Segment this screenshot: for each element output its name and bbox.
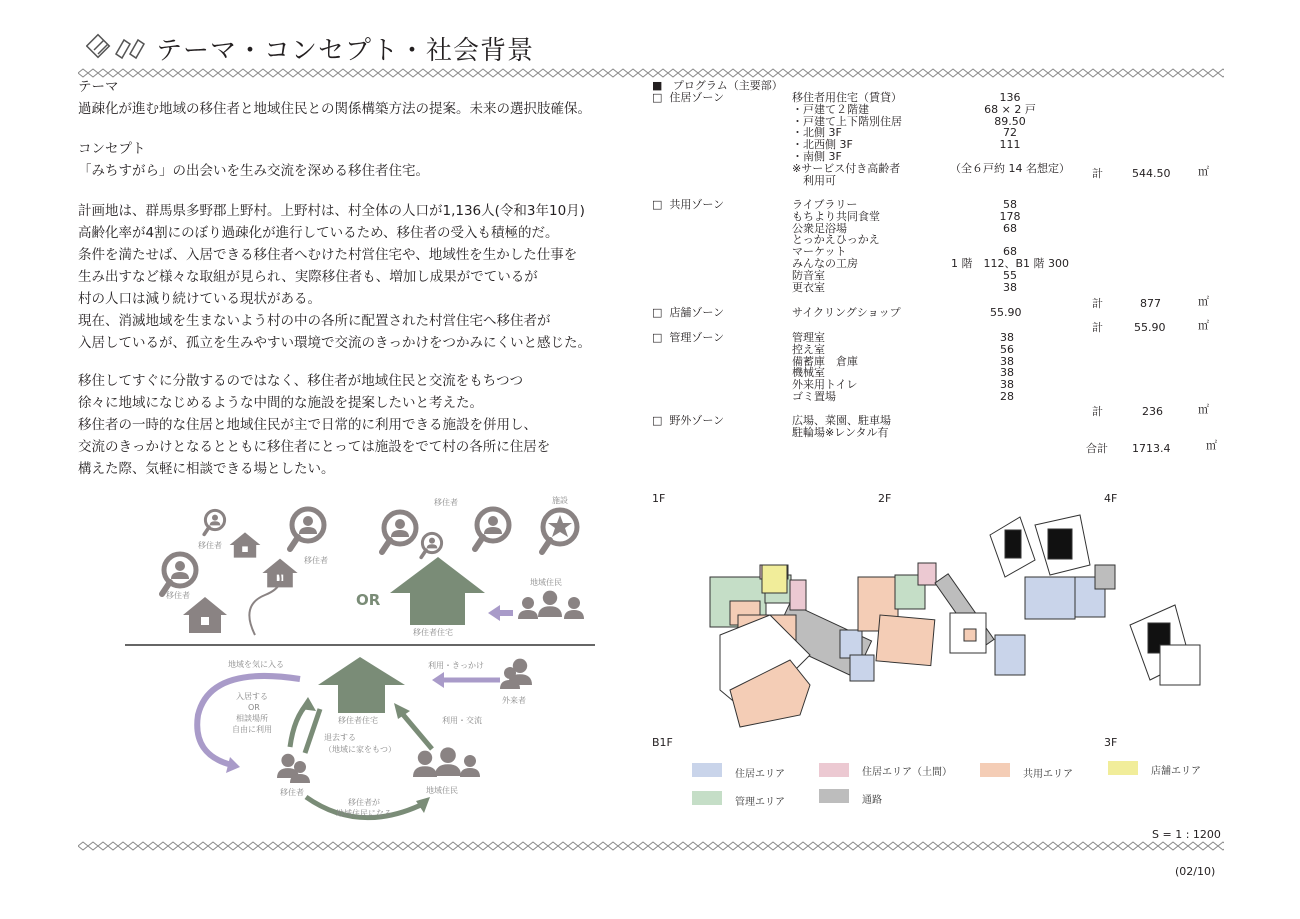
zone-total: 236 xyxy=(1142,405,1163,418)
floor-label: 1F xyxy=(652,492,666,505)
floor-label: 2F xyxy=(878,492,892,505)
zone-value: 55.90 xyxy=(990,306,1022,319)
search-person-icon xyxy=(290,509,324,549)
housing-arrow-icon xyxy=(390,557,485,625)
checkbox-icon: □ xyxy=(652,414,663,427)
zone-total: 877 xyxy=(1140,297,1161,310)
diagram-label: 地域住民になる xyxy=(336,809,392,818)
visitors-icon xyxy=(500,659,532,689)
zone-name: □ 管理ゾーン xyxy=(652,331,725,344)
legend-label: 店舗エリア xyxy=(1151,766,1201,777)
legend-label: 通路 xyxy=(862,795,882,806)
grand-total-label: 合計 xyxy=(1086,442,1108,455)
para1-line: 計画地は、群馬県多野郡上野村。上野村は、村全体の人口が1,136人(令和3年10月) xyxy=(78,203,585,219)
zone-item: サイクリングショップ xyxy=(792,306,901,319)
para1-line: 高齢化率が4割にのぼり過疎化が進行しているため、移住者の受入も積極的だ。 xyxy=(78,225,559,241)
zone-items: 管理室 控え室 備蓄庫 倉庫 機械室 外来用トイレ ゴミ置場 xyxy=(792,331,858,403)
para1-line: 条件を満たせば、入居できる移住者へむけた村営住宅や、地域性を生かした仕事を xyxy=(78,247,578,263)
concept-body: 「みちすがら」の出会いを生み交流を深める移住者住宅。 xyxy=(78,163,429,179)
concept-diagram xyxy=(80,485,625,835)
search-person-icon xyxy=(475,509,509,549)
legend-label: 住居エリア（土間） xyxy=(862,767,952,778)
zone-total-label: 計 xyxy=(1092,297,1103,310)
diagram-label: 移住者 xyxy=(304,556,328,565)
zone-name: □ 住居ゾーン xyxy=(652,91,725,104)
residents-icon xyxy=(413,747,480,777)
legend-swatch xyxy=(819,789,849,803)
zone-name: □ 野外ゾーン xyxy=(652,414,725,427)
legend-label: 管理エリア xyxy=(735,797,785,808)
legend-label: 共用エリア xyxy=(1023,769,1073,780)
zone-total-label: 計 xyxy=(1092,167,1103,180)
diagram-label: 移住者が xyxy=(348,798,380,807)
search-person-icon xyxy=(421,533,441,557)
zone-values: 58 178 68 68 1 階 112、B1 階 300 55 38 xyxy=(950,198,1070,294)
zone-unit: ㎡ xyxy=(1198,165,1209,178)
logo-icon xyxy=(86,32,148,62)
para2-line: 交流のきっかけとなるとともに移住者にとっては施設をでて村の各所に住居を xyxy=(78,439,551,455)
page-number: (02/10) xyxy=(1175,865,1216,878)
zone-unit: ㎡ xyxy=(1206,439,1217,452)
para2-line: 移住してすぐに分散するのではなく、移住者が地域住民と交流をもちつつ xyxy=(78,373,524,389)
diagram-label: 地域住民 xyxy=(530,578,562,587)
arrow-left-icon xyxy=(488,605,513,621)
para2-line: 構えた際、気軽に相談できる場としたい。 xyxy=(78,461,335,477)
diagram-label: 外来者 xyxy=(502,696,526,705)
zone-items: 広場、菜園、駐車場 駐輪場※レンタル有 xyxy=(792,414,891,439)
diagram-label: 施設 xyxy=(552,496,568,505)
diagram-label: 利用・交流 xyxy=(442,716,482,725)
para1-line: 入居しているが、孤立を生みやすい環境で交流のきっかけをつかみにくいと感じた。 xyxy=(78,335,591,351)
diagram-label: 地域住民 xyxy=(426,786,458,795)
diagram-label: 移住者 xyxy=(434,498,458,507)
house-icon xyxy=(230,532,261,557)
floor-label: 3F xyxy=(1104,736,1118,749)
para2-line: 徐々に地域になじめるような中間的な施設を提案したいと考えた。 xyxy=(78,395,483,411)
program-heading: プログラム（主要部） xyxy=(672,79,783,92)
floor-label: 4F xyxy=(1104,492,1118,505)
diagram-label: OR xyxy=(248,703,260,712)
para1-line: 現在、消滅地域を生まないよう村の中の各所に配置された村営住宅へ移住者が xyxy=(78,313,551,329)
diagram-label: 相談場所 xyxy=(236,714,268,723)
zone-total-label: 計 xyxy=(1092,321,1103,334)
filled-square-icon: ■ xyxy=(652,79,663,92)
theme-body: 過疎化が進む地域の移住者と地域住民との関係構築方法の提案。未来の選択肢確保。 xyxy=(78,101,591,117)
zone-values: 38 56 38 38 38 28 xyxy=(1000,331,1014,403)
checkbox-icon: □ xyxy=(652,306,663,319)
scale-label: S = 1 : 1200 xyxy=(1152,828,1221,841)
diagram-label: 移住者 xyxy=(198,541,222,550)
diagram-label: 利用・きっかけ xyxy=(428,661,484,670)
legend-swatch xyxy=(692,763,722,777)
zone-name: □ 共用ゾーン xyxy=(652,198,725,211)
search-person-icon xyxy=(204,510,224,534)
diagram-label: 移住者住宅 xyxy=(338,716,378,725)
left-text-block xyxy=(78,76,653,480)
house-icon xyxy=(183,597,227,633)
para2-line: 移住者の一時的な住居と地域住民が主で日常的に利用できる施設を併用し、 xyxy=(78,417,537,433)
residents-icon xyxy=(518,591,584,619)
grand-total: 1713.4 xyxy=(1132,442,1171,455)
checkbox-icon: □ xyxy=(652,331,663,344)
floor-label: B1F xyxy=(652,736,673,749)
zone-values: 136 68 × 2 戸 89.50 72 111 （全６戸約 14 名想定） xyxy=(950,91,1070,175)
diagram-label: 移住者住宅 xyxy=(413,628,453,637)
search-star-icon xyxy=(542,510,577,552)
or-label: OR xyxy=(356,591,381,609)
bottom-border xyxy=(78,841,1224,851)
diagram-label: 自由に利用 xyxy=(232,725,272,734)
zone-unit: ㎡ xyxy=(1198,295,1209,308)
checkbox-icon: □ xyxy=(652,91,663,104)
legend-swatch xyxy=(1108,761,1138,775)
zone-total: 55.90 xyxy=(1134,321,1166,334)
zone-items: 移住者用住宅（賃貸） ・戸建て２階建 ・戸建て上下階別住居 ・北側 3F ・北西側 3F ・南側 3F ※サービス付き高齢者 利用可 xyxy=(792,91,902,187)
legend-swatch xyxy=(819,763,849,777)
page-title: テーマ・コンセプト・社会背景 xyxy=(156,36,535,66)
search-person-icon xyxy=(382,512,416,552)
diagram-label: 移住者 xyxy=(280,788,304,797)
zone-unit: ㎡ xyxy=(1198,319,1209,332)
search-person-icon xyxy=(162,554,196,594)
zone-name: □ 店舗ゾーン xyxy=(652,306,725,319)
zone-items: ライブラリー もちより共同食堂 公衆足浴場 とっかえひっかえ マーケット みんなの工房 防音室 更衣室 xyxy=(792,198,880,294)
legend-swatch xyxy=(692,791,722,805)
diagram-label: （地域に家をもつ） xyxy=(324,745,396,754)
diagram-label: 入居する xyxy=(236,692,268,701)
theme-heading: テーマ xyxy=(78,79,119,95)
migrants-icon xyxy=(277,754,310,783)
para1-line: 生み出すなど様々な取組が見られ、実際移住者も、増加し成果がでているが xyxy=(78,269,538,285)
legend-label: 住居エリア xyxy=(735,769,785,780)
diagram-label: 退去する xyxy=(324,733,356,742)
diagram-label: 地域を気に入る xyxy=(228,660,284,669)
para1-line: 村の人口は減り続けている現状がある。 xyxy=(78,291,321,307)
floor-plans xyxy=(690,505,1210,740)
checkbox-icon: □ xyxy=(652,198,663,211)
zone-unit: ㎡ xyxy=(1198,403,1209,416)
housing-arrow-icon xyxy=(318,657,405,713)
diagram-label: 移住者 xyxy=(166,591,190,600)
concept-heading: コンセプト xyxy=(78,141,146,157)
zone-total: 544.50 xyxy=(1132,167,1171,180)
zone-total-label: 計 xyxy=(1092,405,1103,418)
legend-swatch xyxy=(980,763,1010,777)
